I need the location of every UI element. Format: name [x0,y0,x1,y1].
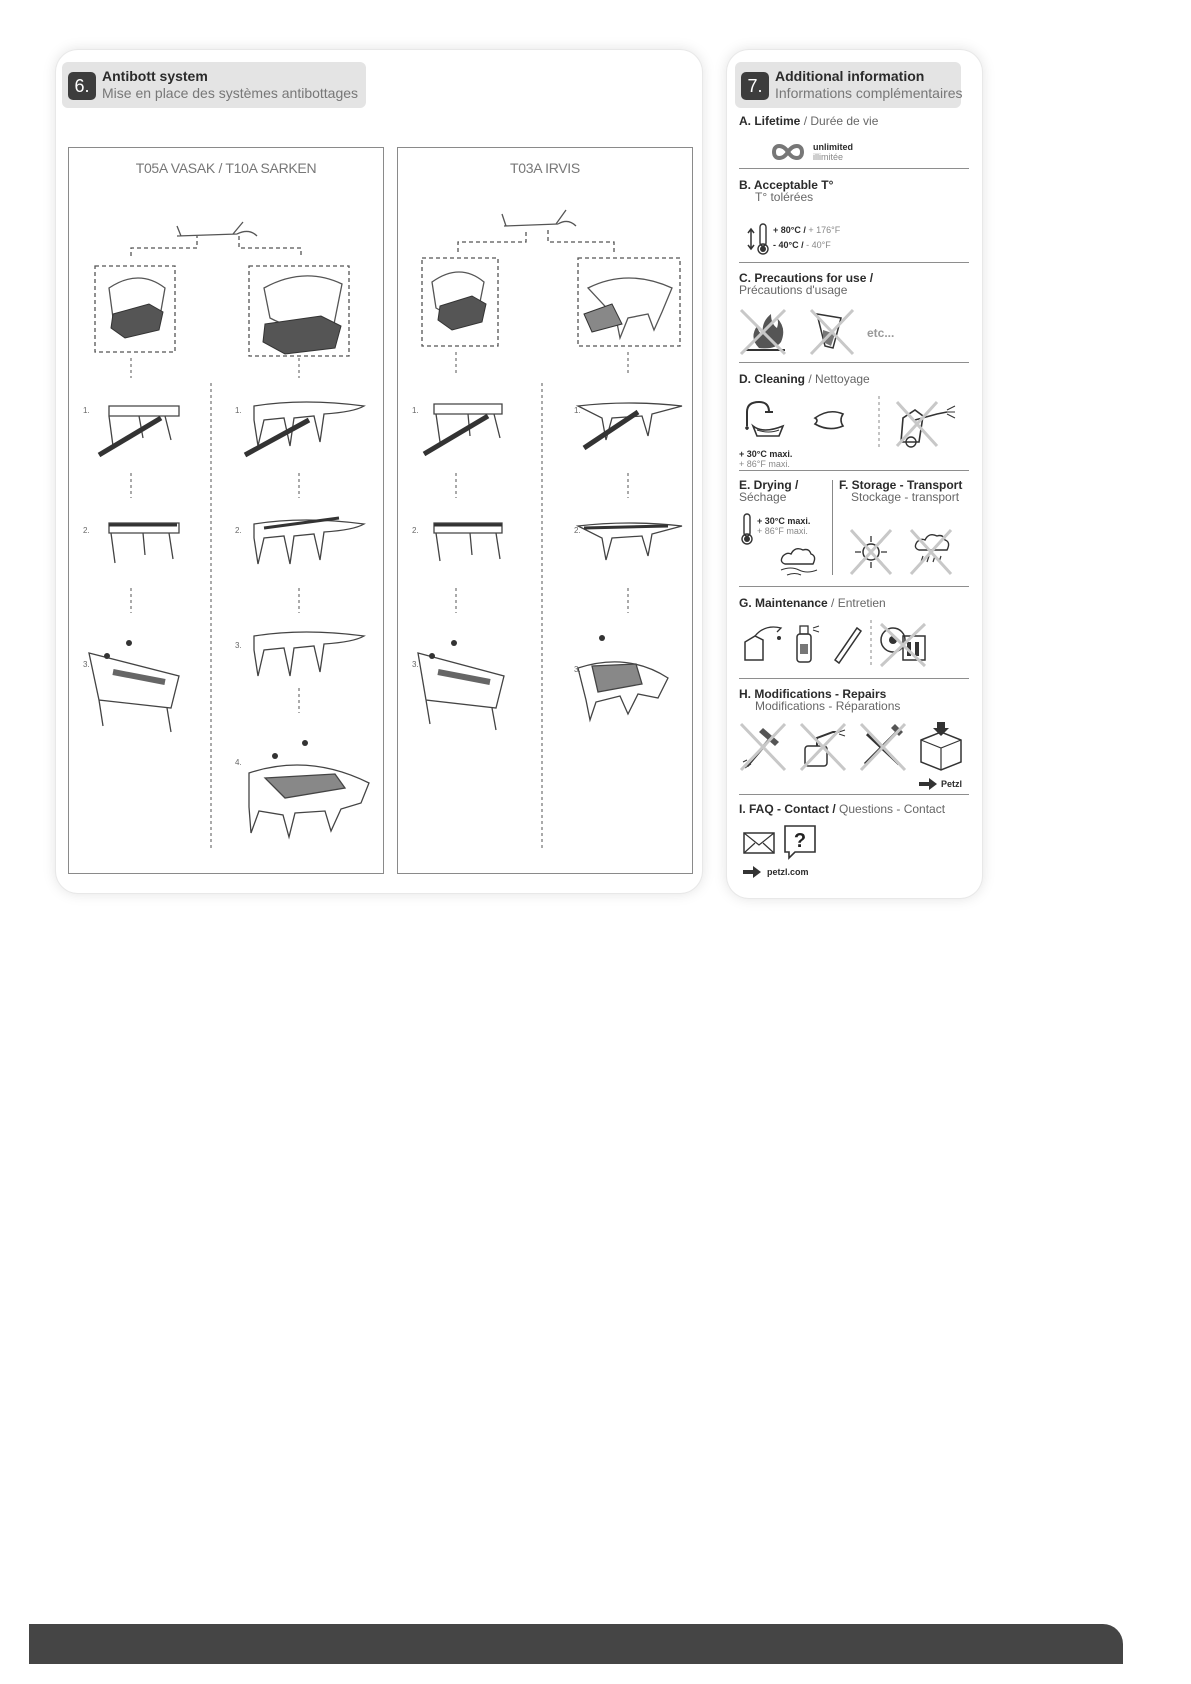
model-title-vasak-sarken: T05A VASAK / T10A SARKEN [135,160,317,176]
lifetime-title-fr: / Durée de vie [803,114,879,128]
divider [739,362,969,363]
section-7-header [735,62,961,108]
step-label: 2. [83,526,90,535]
divider [739,794,969,795]
hammer-icon [741,724,785,770]
pressure-washer-icon [897,402,955,447]
oil-can-icon [745,627,781,660]
model-box-irvis [397,147,693,874]
sun-icon [851,530,891,574]
cleaning-title-fr: / Nettoyage [808,372,870,386]
section-6-title: Antibott system [102,68,208,84]
chemical-icon [811,310,853,354]
step-label: 1. [235,406,242,415]
step-label: 3. [83,660,90,669]
divider-vertical [832,480,833,575]
question-icon [783,824,817,860]
section-6-panel [56,50,702,893]
precautions-title-fr: Précautions d'usage [739,283,848,297]
divider [739,262,969,263]
modifications-title-fr: Modifications - Réparations [755,699,901,713]
faq-section [739,802,971,816]
precautions-icons [739,308,869,356]
storage-icons [849,528,969,576]
temp-min: - 40°C / [773,240,804,250]
step-label: 2. [412,526,419,535]
cleaning-title: D. Cleaning [739,372,806,386]
cleaning-temp-f: + 86°F maxi. [739,459,790,469]
section-6-subtitle: Mise en place des systèmes antibottages [102,85,359,101]
step-label: 2. [574,526,581,535]
fire-icon [741,310,785,354]
step-label: 1. [83,406,90,415]
temperature-title-fr: T° tolérées [755,190,814,204]
thermometer-icon [747,222,773,256]
maintenance-icons [739,620,971,668]
precautions-title: C. Precautions for use / [739,271,874,285]
step-label: 2. [235,526,242,535]
torch-icon [801,724,845,770]
drying-title-fr: Séchage [739,490,787,504]
lifetime-section [739,114,971,128]
infinity-icon [771,142,805,162]
modifications-section [739,687,971,713]
step-label: 4. [235,758,242,767]
maintenance-title-fr: / Entretien [831,596,886,610]
maintenance-title: G. Maintenance [739,596,828,610]
envelope-icon [743,830,775,854]
contact-website[interactable]: petzl.com [767,867,809,877]
section-6-number: 6. [68,72,96,100]
temperature-title: B. Acceptable T° [739,178,834,192]
thermometer-icon [741,512,753,546]
cleaning-section [739,372,971,386]
drying-temp: + 30°C maxi. [757,516,811,526]
modifications-title: H. Modifications - Repairs [739,687,887,701]
step-label: 3. [235,641,242,650]
faq-title: I. FAQ - Contact / [739,802,836,816]
model-title-irvis: T03A IRVIS [510,160,580,176]
cleaning-icons [739,396,971,452]
storage-section [839,478,979,504]
model-box-vasak-sarken [68,147,384,874]
lifetime-value-fr: illimitée [813,152,844,162]
storage-title-fr: Stockage - transport [851,490,960,504]
section-7-title: Additional information [775,68,925,84]
temp-min-f: - 40°F [806,240,831,250]
box-return-icon [921,722,961,770]
spray-icon [797,626,819,662]
section-7-subtitle: Informations complémentaires [775,85,963,101]
antibott-installation-diagram-right [398,148,692,873]
maintenance-section [739,596,971,610]
arrow-right-icon [919,778,939,790]
faq-title-fr: Questions - Contact [839,802,946,816]
precautions-section [739,271,971,297]
rain-icon [911,530,951,574]
cleaning-temp: + 30°C maxi. [739,449,793,459]
crampon-top-sketch [177,222,257,236]
arrow-right-icon [743,866,763,878]
air-dry-cloud-icon [777,546,821,578]
temp-max-f: + 176°F [808,225,841,235]
step-label: 3. [574,665,581,674]
lifetime-title: A. Lifetime [739,114,801,128]
grinder-icon [881,624,925,666]
footer-bar [29,1624,1123,1664]
divider [739,168,969,169]
divider [739,470,969,471]
section-7-number: 7. [741,72,769,100]
faucet-icon [745,402,783,436]
section-7-panel [727,50,982,898]
modifications-icons [739,722,971,774]
file-icon [835,628,861,663]
drying-title: E. Drying / [739,478,799,492]
temperature-section [739,178,971,204]
divider [739,678,969,679]
step-label: 1. [412,406,419,415]
tools-icon [861,724,905,770]
antibott-installation-diagram-left [69,148,383,873]
lifetime-value: unlimited [813,142,853,152]
step-label: 1. [574,406,581,415]
drying-section [739,478,839,504]
svg-text:?: ? [793,830,807,852]
drying-temp-f: + 86°F maxi. [757,526,808,536]
storage-title: F. Storage - Transport [839,478,963,492]
section-6-header [62,62,366,108]
divider [739,586,969,587]
step-label: 3. [412,660,419,669]
precautions-etc: etc... [867,326,895,340]
repairs-brand: Petzl [941,779,963,789]
sponge-icon [815,412,843,429]
temp-max: + 80°C / [773,225,806,235]
